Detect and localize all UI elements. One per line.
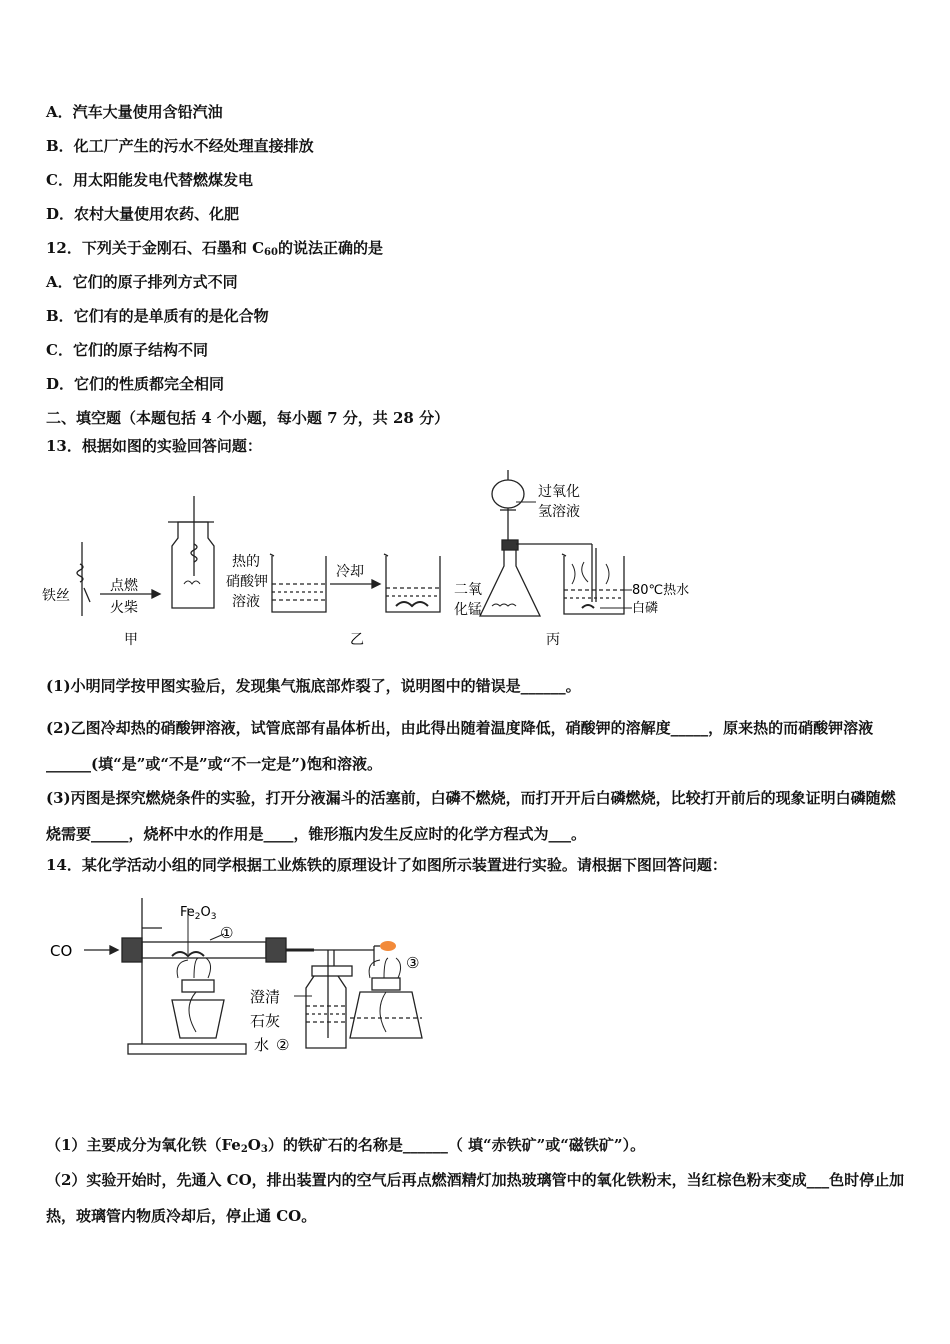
conical-flask: [480, 550, 540, 616]
label-limewater-3: 水: [254, 1036, 270, 1054]
label-hot-water: 80℃热水: [632, 583, 690, 598]
q13-part-1: (1)小明同学按甲图实验后，发现集气瓶底部炸裂了，说明图中的错误是______。: [46, 677, 581, 695]
q11-option-a: A．汽车大量使用含铅汽油: [46, 103, 223, 121]
q11-option-c: C．用太阳能发电代替燃煤发电: [46, 171, 253, 189]
label-yi: 乙: [350, 632, 364, 648]
q11-option-b: B．化工厂产生的污水不经处理直接排放: [46, 137, 314, 155]
q14-figure: [44, 888, 444, 1068]
label-n3: ③: [406, 954, 420, 972]
q14-part-2: （2）实验开始时，先通入 CO，排出装置内的空气后再点燃酒精灯加热玻璃管中的氧化铁粉末，当红棕色粉末变成___色时停止加热，玻璃管内物质冷却后，停止通 CO。: [46, 1171, 905, 1225]
iron-stand-base: [128, 1044, 246, 1054]
q12-stem: [46, 238, 383, 263]
label-fe2o3: [180, 905, 216, 922]
label-white-p: 白磷: [632, 601, 659, 616]
label-o-sub: 3: [210, 912, 217, 922]
label-hot-solution-2: 硝酸钾: [226, 574, 268, 590]
label-h2o2-2: 氢溶液: [538, 504, 580, 520]
alcohol-lamp-1: [172, 1000, 224, 1038]
q12-option-c: C．它们的原子结构不同: [46, 341, 208, 359]
q12-stem-pre: 12．下列关于金刚石、石墨和 C: [46, 239, 265, 257]
q14-part-1-sub1: 2: [240, 1144, 248, 1155]
beaker-2: [386, 556, 440, 612]
label-cool: 冷却: [336, 564, 364, 580]
limewater-bottle: [306, 976, 346, 1048]
beaker-3: [564, 556, 624, 614]
q12-stem-sub: 60: [264, 247, 278, 258]
label-o: O: [200, 905, 211, 920]
flame-icon: [380, 941, 396, 951]
label-co: CO: [50, 942, 73, 960]
section2-title: 二、填空题（本题包括 4 个小题，每小题 7 分，共 28 分）: [46, 409, 450, 427]
label-hot-solution-1: 热的: [232, 554, 260, 570]
stopper-right: [266, 938, 286, 962]
match-stick: [84, 588, 90, 602]
label-limewater-1: 澄清: [250, 988, 281, 1006]
q14-part-1-pre: （1）主要成分为氧化铁（Fe: [46, 1136, 241, 1154]
label-n2: ②: [276, 1036, 290, 1054]
label-jia: 甲: [124, 632, 138, 648]
label-mno2-2: 化锰: [454, 602, 482, 618]
stopper-left: [122, 938, 142, 962]
q13-stem: 13．根据如图的实验回答问题：: [46, 437, 262, 455]
separatory-funnel: [492, 480, 524, 508]
q11-option-d: D．农村大量使用农药、化肥: [46, 205, 240, 223]
bottle-stopper: [312, 966, 352, 976]
q14-part-1-mid: O: [247, 1136, 261, 1154]
label-fe-sub1: 2: [194, 912, 201, 922]
gas-jar: [172, 522, 214, 608]
label-limewater-2: 石灰: [250, 1012, 281, 1030]
q13-part-3: (3)丙图是探究燃烧条件的实验，打开分液漏斗的活塞前，白磷不燃烧，而打开开后白磷燃烧，比较打开前后的现象证明白磷随燃烧需要_____，烧杯中水的作用是____，锥形瓶内发生反应时的化学方程式为___。: [46, 789, 896, 843]
q13-part-2: (2)乙图冷却热的硝酸钾溶液，试管底部有晶体析出，由此得出随着温度降低，硝酸钾的溶解度_____，原来热的而硝酸钾溶液______(填“是”或“不是”或“不一定是”)饱和溶液。: [46, 719, 874, 773]
label-match: 火柴: [110, 600, 138, 616]
flask-stopper: [502, 540, 518, 550]
q13-figure: [40, 466, 720, 652]
label-hot-solution-3: 溶液: [232, 594, 260, 610]
q14-part-1-sub2: 3: [260, 1144, 268, 1155]
q12-option-b: B．它们有的是单质有的是化合物: [46, 307, 269, 325]
label-fe: Fe: [180, 905, 195, 920]
label-bing: 丙: [546, 632, 560, 648]
label-iron-wire: 铁丝: [42, 588, 70, 604]
q12-option-d: D．它们的性质都完全相同: [46, 375, 225, 393]
q12-option-a: A．它们的原子排列方式不同: [46, 273, 238, 291]
q14-part-1-post: ）的铁矿石的名称是______（ 填“赤铁矿”或“磁铁矿”）。: [267, 1136, 646, 1154]
label-ignite: 点燃: [110, 578, 138, 594]
label-mno2-1: 二氧: [454, 582, 482, 598]
q12-stem-post: 的说法正确的是: [277, 239, 383, 257]
label-h2o2-1: 过氧化: [538, 484, 580, 500]
q14-stem: 14．某化学活动小组的同学根据工业炼铁的原理设计了如图所示装置进行实验。请根据下图回答问题：: [46, 856, 727, 874]
q14-part-1: [46, 1135, 645, 1160]
label-n1: ①: [220, 924, 234, 942]
